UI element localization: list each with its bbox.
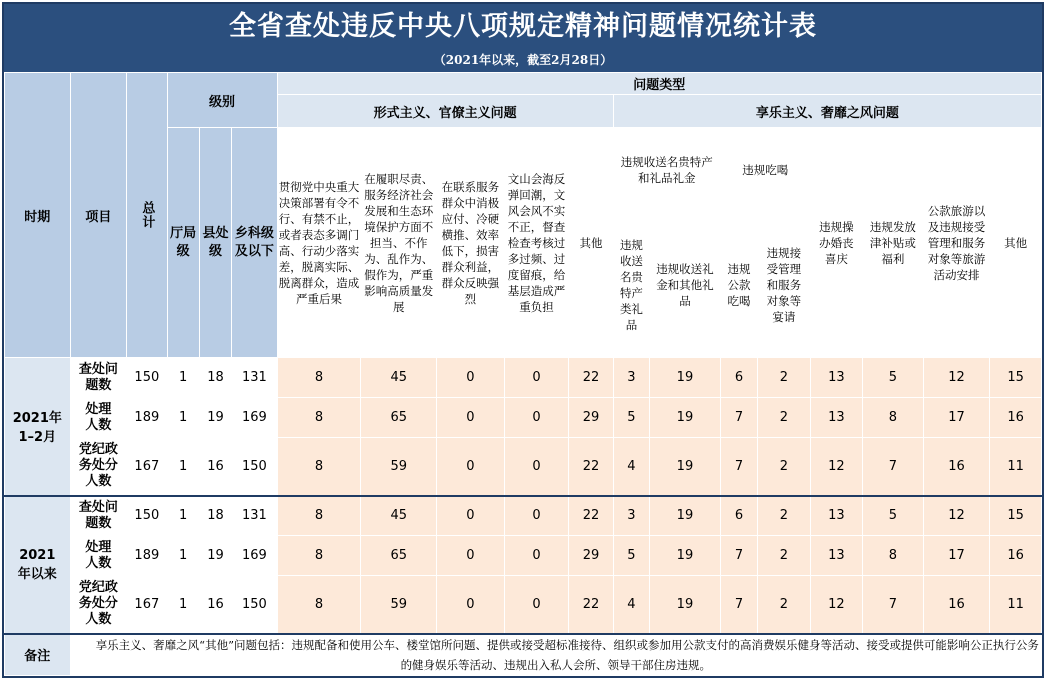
header-item: 项目: [70, 73, 127, 358]
cell: 5: [863, 496, 924, 536]
table-row: [5, 576, 1042, 634]
cell: 8: [277, 358, 361, 398]
cell: 16: [923, 576, 990, 634]
header-formalism-3: 在联系服务群众中消极应付、冷硬横推、效率低下，损害群众利益，群众反映强烈: [437, 128, 505, 358]
cell: 59: [361, 576, 437, 634]
header-hedonism-gift-cash: 违规收送礼金和其他礼品: [650, 212, 721, 358]
cell: 0: [437, 536, 505, 576]
cell: 2: [758, 496, 811, 536]
cell: 3: [613, 358, 649, 398]
cell: 7: [863, 438, 924, 496]
cell: 169: [232, 536, 277, 576]
page-subtitle: （2021年以来，截至2月28日）: [4, 50, 1042, 72]
cell: 17: [923, 536, 990, 576]
note-text: 享乐主义、奢靡之风“其他”问题包括：违规配备和使用公车、楼堂馆所问题、提供或接受超标准接待、组织或参加用公款支付的高消费娱乐健身等活动、接受或提供可能影响公正执行公务的健身娱乐等活动、违规出入私人会所、领导干部住房违规。: [70, 634, 1041, 676]
header-hedonism-gift-group: 违规收送名贵特产和礼品礼金: [613, 128, 720, 212]
row-item: 查处问题数: [70, 358, 127, 398]
cell: 7: [720, 536, 757, 576]
table-row: [5, 398, 1042, 438]
cell: 131: [232, 358, 277, 398]
row-item: 党纪政务处分人数: [70, 438, 127, 496]
cell: 1: [167, 398, 199, 438]
page-title: 全省查处违反中央八项规定精神问题情况统计表: [4, 4, 1042, 50]
cell: 18: [199, 358, 231, 398]
cell: 150: [232, 438, 277, 496]
cell: 19: [650, 496, 721, 536]
header-level: 级别: [167, 73, 277, 128]
cell: 65: [361, 536, 437, 576]
statistics-table: [4, 72, 1042, 676]
cell: 7: [720, 438, 757, 496]
cell: 12: [923, 496, 990, 536]
cell: 0: [437, 438, 505, 496]
cell: 0: [437, 358, 505, 398]
cell: 3: [613, 496, 649, 536]
header-problem-type: 问题类型: [277, 73, 1041, 95]
header-period: 时期: [5, 73, 71, 358]
cell: 13: [810, 536, 863, 576]
cell: 8: [277, 496, 361, 536]
cell: 18: [199, 496, 231, 536]
cell: 19: [199, 536, 231, 576]
cell: 2: [758, 398, 811, 438]
cell: 0: [437, 576, 505, 634]
header-level-xian: 县处级: [199, 128, 231, 358]
header-level-ting: 厅局级: [167, 128, 199, 358]
cell: 7: [720, 576, 757, 634]
header-formalism-other: 其他: [569, 128, 613, 358]
header-hedonism-allowance: 违规发放津补贴或福利: [863, 128, 924, 358]
table-row: [5, 536, 1042, 576]
cell: 17: [923, 398, 990, 438]
header-hedonism-eat-group: 违规吃喝: [720, 128, 810, 212]
cell: 0: [504, 438, 569, 496]
cell: 16: [199, 438, 231, 496]
cell: 4: [613, 438, 649, 496]
cell: 8: [277, 536, 361, 576]
cell: 5: [613, 398, 649, 438]
cell: 0: [504, 576, 569, 634]
cell: 15: [990, 358, 1042, 398]
cell: 65: [361, 398, 437, 438]
cell: 12: [810, 438, 863, 496]
cell: 12: [923, 358, 990, 398]
cell: 1: [167, 536, 199, 576]
cell: 22: [569, 358, 613, 398]
cell: 13: [810, 398, 863, 438]
cell: 6: [720, 496, 757, 536]
cell: 11: [990, 438, 1042, 496]
cell: 1: [167, 496, 199, 536]
row-item: 处理人数: [70, 398, 127, 438]
cell: 0: [504, 358, 569, 398]
cell: 11: [990, 576, 1042, 634]
cell: 6: [720, 358, 757, 398]
cell: 19: [650, 536, 721, 576]
cell: 8: [277, 438, 361, 496]
header-hedonism: 享乐主义、奢靡之风问题: [613, 95, 1041, 128]
cell: 7: [863, 576, 924, 634]
header-formalism: 形式主义、官僚主义问题: [277, 95, 613, 128]
cell: 45: [361, 496, 437, 536]
row-item: 处理人数: [70, 536, 127, 576]
cell: 0: [437, 398, 505, 438]
cell: 2: [758, 536, 811, 576]
cell: 8: [277, 398, 361, 438]
cell: 29: [569, 398, 613, 438]
header-hedonism-other: 其他: [990, 128, 1042, 358]
header-level-xiang: 乡科级及以下: [232, 128, 277, 358]
cell: 1: [167, 438, 199, 496]
cell: 8: [277, 576, 361, 634]
header-hedonism-eat-public: 违规公款吃喝: [720, 212, 757, 358]
cell: 59: [361, 438, 437, 496]
cell: 2: [758, 358, 811, 398]
period-label: 2021年以来: [5, 496, 71, 634]
cell: 0: [504, 536, 569, 576]
cell: 13: [810, 358, 863, 398]
cell: 150: [127, 496, 167, 536]
row-item: 查处问题数: [70, 496, 127, 536]
cell: 0: [504, 496, 569, 536]
row-item: 党纪政务处分人数: [70, 576, 127, 634]
cell: 19: [650, 438, 721, 496]
header-hedonism-eat-banquet: 违规接受管理和服务对象等宴请: [758, 212, 811, 358]
cell: 169: [232, 398, 277, 438]
header-total: 总计: [127, 73, 167, 358]
cell: 4: [613, 576, 649, 634]
cell: 0: [437, 496, 505, 536]
cell: 1: [167, 576, 199, 634]
note-row: [5, 634, 1042, 676]
cell: 19: [199, 398, 231, 438]
cell: 189: [127, 536, 167, 576]
header-formalism-1: 贯彻党中央重大决策部署有令不行、有禁不止，或者表态多调门高、行动少落实差，脱离实际、脱离群众，造成严重后果: [277, 128, 361, 358]
table-row: [5, 496, 1042, 536]
cell: 2: [758, 438, 811, 496]
cell: 8: [863, 536, 924, 576]
cell: 2: [758, 576, 811, 634]
cell: 29: [569, 536, 613, 576]
cell: 150: [232, 576, 277, 634]
header-formalism-2: 在履职尽责、服务经济社会发展和生态环境保护方面不担当、不作为、乱作为、假作为，严重影响高质量发展: [361, 128, 437, 358]
cell: 45: [361, 358, 437, 398]
cell: 19: [650, 576, 721, 634]
note-label: 备注: [5, 634, 71, 676]
cell: 167: [127, 576, 167, 634]
statistics-sheet: [2, 2, 1044, 678]
cell: 167: [127, 438, 167, 496]
cell: 22: [569, 576, 613, 634]
cell: 8: [863, 398, 924, 438]
cell: 16: [923, 438, 990, 496]
cell: 12: [810, 576, 863, 634]
cell: 5: [863, 358, 924, 398]
header-hedonism-travel: 公款旅游以及违规接受管理和服务对象等旅游活动安排: [923, 128, 990, 358]
cell: 16: [990, 398, 1042, 438]
cell: 5: [613, 536, 649, 576]
period-label: 2021年1–2月: [5, 358, 71, 496]
cell: 7: [720, 398, 757, 438]
cell: 22: [569, 496, 613, 536]
cell: 0: [504, 398, 569, 438]
cell: 15: [990, 496, 1042, 536]
cell: 131: [232, 496, 277, 536]
cell: 189: [127, 398, 167, 438]
cell: 13: [810, 496, 863, 536]
cell: 19: [650, 398, 721, 438]
cell: 16: [990, 536, 1042, 576]
cell: 1: [167, 358, 199, 398]
table-row: [5, 358, 1042, 398]
cell: 150: [127, 358, 167, 398]
cell: 16: [199, 576, 231, 634]
cell: 22: [569, 438, 613, 496]
header-formalism-4: 文山会海反弹回潮，文风会风不实不正，督查检查考核过多过频、过度留痕，给基层造成严重负担: [504, 128, 569, 358]
header-hedonism-wedding: 违规操办婚丧喜庆: [810, 128, 863, 358]
table-row: [5, 438, 1042, 496]
header-hedonism-gift-specialty: 违规收送名贵特产类礼品: [613, 212, 649, 358]
cell: 19: [650, 358, 721, 398]
